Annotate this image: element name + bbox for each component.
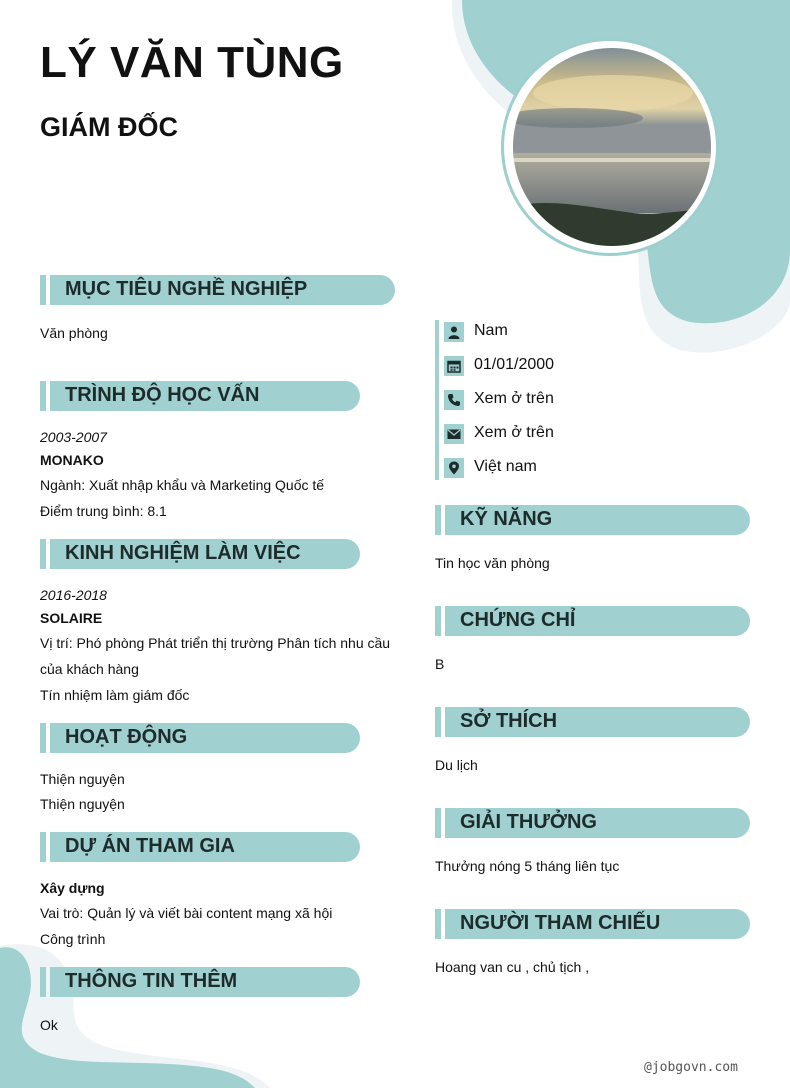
education-gpa: Điểm trung bình: 8.1 [40,503,167,519]
section-title: TRÌNH ĐỘ HỌC VẤN [65,384,260,406]
watermark-text: @jobgovn.com [644,1060,738,1075]
experience-period: 2016-2018 [40,587,107,603]
birthday-value: 01/01/2000 [474,356,555,373]
project-detail: Công trình [40,931,106,947]
experience-note: Tín nhiệm làm giám đốc [40,687,190,703]
gender-value: Nam [474,322,508,339]
section-header-references [435,909,750,939]
certificates-text: B [435,656,445,672]
section-title: SỞ THÍCH [460,710,558,732]
experience-position-cont: của khách hàng [40,661,139,677]
skills-text: Tin học văn phòng [435,555,550,571]
section-title: KINH NGHIỆM LÀM VIỆC [65,542,301,564]
location-pin-icon [444,458,464,478]
activity-item: Thiện nguyện [40,771,125,787]
section-header-certificates [435,606,750,636]
references-text: Hoang van cu , chủ tịch , [435,959,590,975]
calendar-icon [444,356,464,376]
hobbies-text: Du lịch [435,757,478,773]
project-name: Xây dựng [40,880,105,896]
candidate-name: LÝ VĂN TÙNG [40,38,344,87]
section-header-hobbies [435,707,750,737]
extra-text: Ok [40,1017,58,1033]
section-header-education [40,381,360,411]
section-header-projects [40,832,360,862]
contact-accent-bar [435,320,439,480]
person-icon [444,322,464,342]
education-school: MONAKO [40,452,104,468]
section-header-extra [40,967,360,997]
section-title: DỰ ÁN THAM GIA [65,835,235,857]
section-header-skills [435,505,750,535]
section-title: MỤC TIÊU NGHỀ NGHIỆP [65,278,308,300]
candidate-role: GIÁM ĐỐC [40,112,178,142]
career-goal-text: Văn phòng [40,325,108,341]
section-title: NGƯỜI THAM CHIẾU [460,912,661,934]
section-title: CHỨNG CHỈ [460,609,576,631]
section-title: HOẠT ĐỘNG [65,726,188,748]
mail-icon [444,424,464,444]
awards-text: Thưởng nóng 5 tháng liên tục [435,858,620,874]
bottom-left-blob [0,938,300,1088]
email-value: Xem ở trên [474,424,554,441]
education-period: 2003-2007 [40,429,107,445]
phone-value: Xem ở trên [474,390,554,407]
experience-position: Vị trí: Phó phòng Phát triển thị trường Phân tích nhu cầu [40,635,391,651]
section-title: THÔNG TIN THÊM [65,970,238,992]
section-title: KỸ NĂNG [460,508,553,530]
project-role: Vai trò: Quản lý và viết bài content mạng xã hội [40,905,333,921]
phone-icon [444,390,464,410]
education-major: Ngành: Xuất nhập khẩu và Marketing Quốc tế [40,477,325,493]
section-title: GIẢI THƯỞNG [460,811,597,833]
section-header-activities [40,723,360,753]
seascape-photo-icon [513,48,711,246]
section-header-experience [40,539,360,569]
address-value: Việt nam [474,458,537,475]
section-header-career-goal [40,275,395,305]
profile-photo [513,48,711,246]
activity-item: Thiện nguyện [40,796,125,812]
experience-company: SOLAIRE [40,610,103,626]
section-header-awards [435,808,750,838]
